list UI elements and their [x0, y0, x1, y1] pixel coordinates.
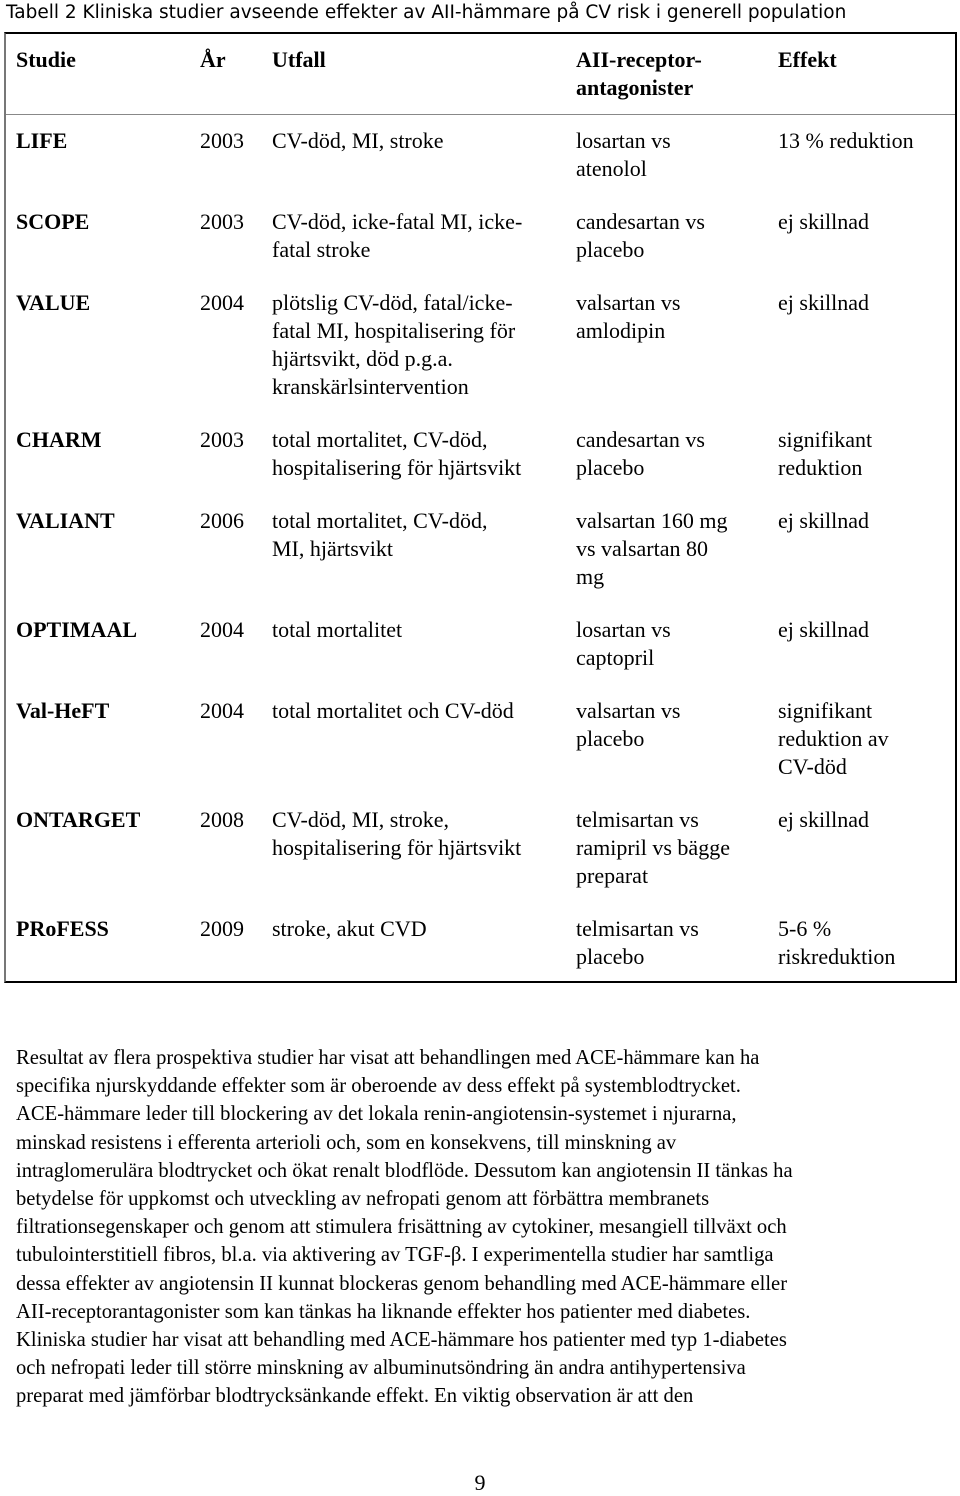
cell-outcome-line: CV-död, MI, stroke,: [272, 807, 450, 832]
body-text-line: och nefropati leder till större minskning av albuminutsöndring än andra antihypertensiva: [16, 1357, 746, 1380]
cell-year: 2004: [200, 698, 244, 723]
cell-outcome-line: CV-död, MI, stroke: [272, 128, 444, 153]
cell-effect-line: ej skillnad: [778, 617, 870, 642]
header-agents-line-2: antagonister: [576, 75, 694, 100]
cell-agents-line: losartan vs: [576, 128, 671, 153]
cell-outcome-line: hjärtsvikt, död p.g.a.: [272, 346, 453, 371]
body-text-line: tubulointerstitiell fibros, bl.a. via aktivering av TGF-β. I experimentella studier har samtliga: [16, 1244, 774, 1267]
body-paragraph: [16, 1044, 956, 1410]
cell-outcome: [272, 208, 572, 264]
cell-effect-line: signifikant: [778, 427, 873, 452]
cell-study: SCOPE: [16, 209, 90, 234]
cell-outcome-line: total mortalitet, CV-död,: [272, 427, 488, 452]
cell-agents-line: ramipril vs bägge: [576, 835, 730, 860]
cell-agents-line: atenolol: [576, 156, 647, 181]
cell-year: 2006: [200, 508, 244, 533]
cell-study: Val-HeFT: [16, 698, 110, 723]
body-text-line: minskad resistens i efferenta arterioli och, som en konsekvens, till minskning av: [16, 1131, 677, 1154]
body-text-line: specifika njurskyddande effekter som är oberoende av dess effekt på systemblodtrycket.: [16, 1075, 741, 1098]
cell-outcome-line: MI, hjärtsvikt: [272, 536, 393, 561]
cell-effect-line: reduktion av: [778, 726, 889, 751]
cell-agents-line: valsartan vs: [576, 290, 681, 315]
cell-outcome: [272, 806, 572, 862]
cell-outcome-line: stroke, akut CVD: [272, 916, 427, 941]
cell-effect: [778, 507, 956, 535]
body-text-line: Resultat av flera prospektiva studier har visat att behandlingen med ACE-hämmare kan ha: [16, 1047, 760, 1069]
cell-agents: [576, 915, 772, 971]
header-agents-line-1: AII-receptor-: [576, 47, 702, 72]
cell-year: 2004: [200, 617, 244, 642]
cell-outcome-line: CV-död, icke-fatal MI, icke-: [272, 209, 523, 234]
body-text-line: Kliniska studier har visat att behandling med ACE-hämmare hos patienter med typ 1-diabetes: [16, 1328, 787, 1351]
cell-effect: [778, 697, 956, 781]
cell-effect: [778, 127, 956, 155]
cell-effect-line: ej skillnad: [778, 290, 870, 315]
cell-agents-line: vs valsartan 80: [576, 536, 708, 561]
cell-outcome-line: total mortalitet, CV-död,: [272, 508, 488, 533]
body-text-line: betydelse för uppkomst och utveckling av nefropati genom att förbättra membranets: [16, 1187, 710, 1210]
cell-outcome-line: fatal stroke: [272, 237, 371, 262]
header-study: Studie: [16, 47, 76, 72]
cell-outcome: [272, 915, 572, 943]
cell-agents-line: telmisartan vs: [576, 807, 699, 832]
cell-agents: [576, 426, 772, 482]
body-text-line: dessa effekter av angiotensin II kunnat blockeras genom behandling med ACE-hämmare eller: [16, 1272, 788, 1295]
cell-agents: [576, 208, 772, 264]
cell-study: LIFE: [16, 128, 68, 153]
body-text-line: ACE-hämmare leder till blockering av det lokala renin-angiotensin-systemet i njurarna,: [16, 1103, 737, 1126]
cell-agents: [576, 289, 772, 345]
cell-agents-line: valsartan 160 mg: [576, 508, 728, 533]
cell-year: 2008: [200, 807, 244, 832]
header-effect: Effekt: [778, 47, 837, 72]
cell-effect: [778, 806, 956, 834]
body-text-line: preparat med jämförbar blodtrycksänkande effekt. En viktig observation är att den: [16, 1385, 694, 1408]
cell-effect-line: 5-6 %: [778, 916, 832, 941]
cell-agents-line: telmisartan vs: [576, 916, 699, 941]
cell-effect: [778, 289, 956, 317]
table-caption: Tabell 2 Kliniska studier avseende effekter av AII-hämmare på CV risk i generell population: [6, 2, 847, 23]
cell-year: 2004: [200, 290, 244, 315]
cell-agents-line: amlodipin: [576, 318, 666, 343]
cell-agents-line: placebo: [576, 455, 645, 480]
cell-study: VALIANT: [16, 508, 115, 533]
cell-effect-line: ej skillnad: [778, 807, 870, 832]
cell-effect: [778, 426, 956, 482]
body-text-line: intraglomerulära blodtrycket och ökat renalt blodflöde. Dessutom kan angiotensin II tänkas ha: [16, 1159, 793, 1182]
cell-agents-line: candesartan vs: [576, 427, 705, 452]
header-divider: [6, 114, 955, 115]
cell-outcome-line: kranskärlsintervention: [272, 374, 469, 399]
cell-effect-line: riskreduktion: [778, 944, 896, 969]
cell-outcome: [272, 426, 572, 482]
cell-agents: [576, 127, 772, 183]
body-text-line: filtrationsegenskaper och genom att stimulera frisättning av cytokiner, mesangiell tillväxt och: [16, 1216, 787, 1239]
cell-effect: [778, 208, 956, 236]
cell-effect-line: ej skillnad: [778, 209, 870, 234]
cell-study: CHARM: [16, 427, 102, 452]
cell-outcome-line: hospitalisering för hjärtsvikt: [272, 835, 522, 860]
cell-agents-line: candesartan vs: [576, 209, 705, 234]
cell-agents: [576, 507, 772, 591]
body-text-line: AII-receptorantagonister som kan tänkas ha liknande effekter hos patienter med diabetes.: [16, 1300, 751, 1323]
cell-agents-line: captopril: [576, 645, 655, 670]
cell-outcome-line: total mortalitet: [272, 617, 403, 642]
cell-agents-line: mg: [576, 564, 605, 589]
cell-effect-line: signifikant: [778, 698, 873, 723]
cell-outcome-line: plötslig CV-död, fatal/icke-: [272, 290, 513, 315]
cell-agents: [576, 806, 772, 890]
cell-year: 2003: [200, 209, 244, 234]
cell-outcome-line: total mortalitet och CV-död: [272, 698, 514, 723]
cell-agents-line: placebo: [576, 237, 645, 262]
cell-outcome: [272, 127, 572, 155]
cell-study: ONTARGET: [16, 807, 141, 832]
cell-outcome: [272, 507, 572, 563]
cell-agents-line: valsartan vs: [576, 698, 681, 723]
cell-study: OPTIMAAL: [16, 617, 137, 642]
cell-agents-line: placebo: [576, 944, 645, 969]
cell-effect: [778, 915, 956, 971]
cell-effect-line: CV-död: [778, 754, 847, 779]
cell-outcome: [272, 697, 572, 725]
cell-year: 2003: [200, 128, 244, 153]
cell-agents: [576, 697, 772, 753]
header-outcome: Utfall: [272, 47, 326, 72]
cell-outcome: [272, 616, 572, 644]
cell-study: PRoFESS: [16, 916, 109, 941]
cell-outcome: [272, 289, 572, 401]
page-number: 9: [474, 1470, 486, 1495]
cell-agents-line: placebo: [576, 726, 645, 751]
cell-outcome-line: fatal MI, hospitalisering för: [272, 318, 516, 343]
cell-effect-line: reduktion: [778, 455, 863, 480]
cell-agents-line: preparat: [576, 863, 649, 888]
cell-effect: [778, 616, 956, 644]
cell-effect-line: 13 % reduktion: [778, 128, 914, 153]
cell-agents-line: losartan vs: [576, 617, 671, 642]
cell-year: 2009: [200, 916, 244, 941]
cell-agents: [576, 616, 772, 672]
cell-outcome-line: hospitalisering för hjärtsvikt: [272, 455, 522, 480]
cell-year: 2003: [200, 427, 244, 452]
cell-effect-line: ej skillnad: [778, 508, 870, 533]
header-year: År: [200, 47, 226, 72]
header-agents: [576, 46, 772, 102]
cell-study: VALUE: [16, 290, 91, 315]
